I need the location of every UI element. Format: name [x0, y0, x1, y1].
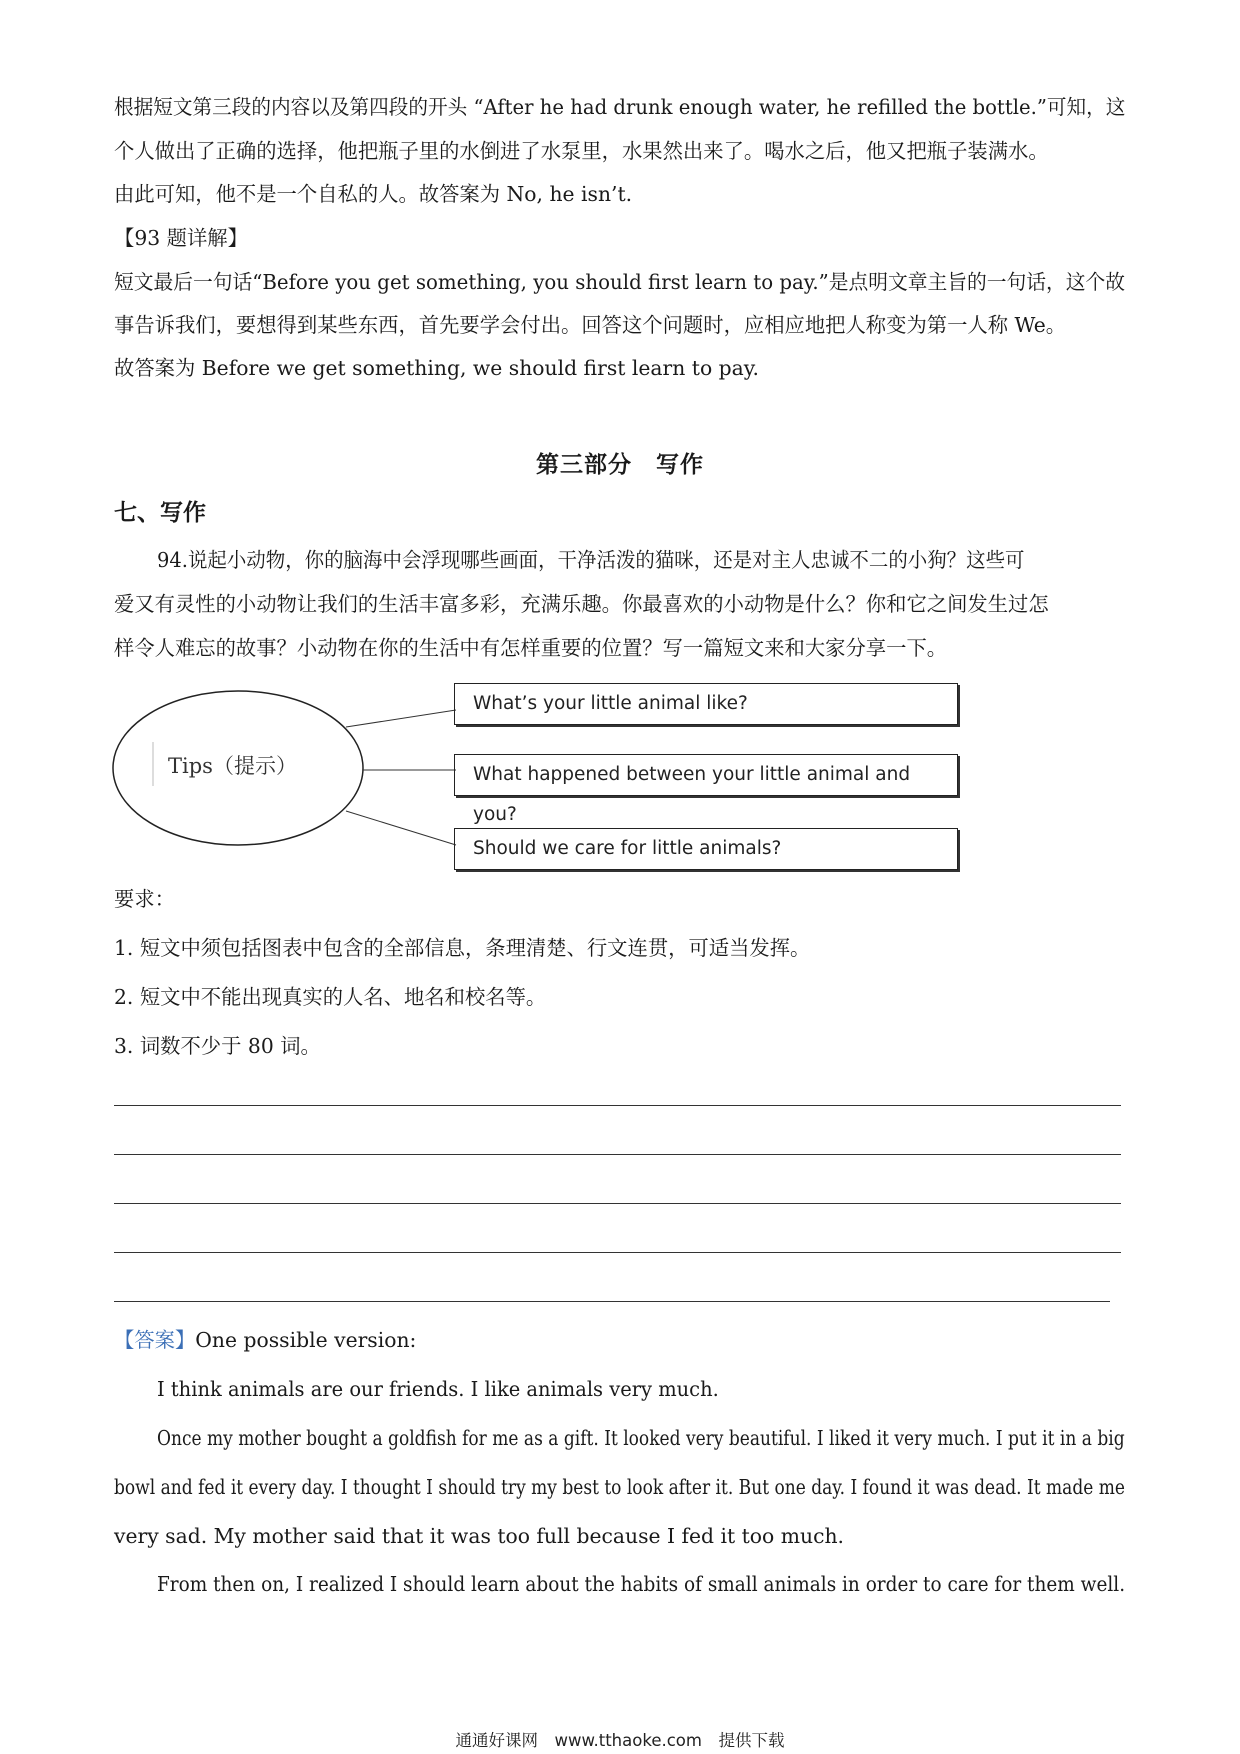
- writing-line: [114, 1252, 1121, 1253]
- explanation-line: 事告诉我们，要想得到某些东西，首先要学会付出。回答这个问题时，应相应地把人称变为第一人称 We。: [114, 313, 1067, 337]
- requirements-heading: 要求：: [114, 887, 175, 911]
- answer-line: I think animals are our friends. I like animals very much.: [157, 1377, 719, 1401]
- answer-intro: One possible version:: [195, 1328, 417, 1352]
- tip-box-3: Should we care for little animals?: [454, 828, 958, 870]
- question-93-heading: 【93 题详解】: [114, 226, 248, 250]
- writing-line: [114, 1301, 1110, 1302]
- page-footer: 通通好课网 www.tthaoke.com 提供下载: [455, 1731, 785, 1750]
- answer-line: bowl and fed it every day. I thought I should try my best to look after it. But one day. I found it was dead. It made me: [114, 1475, 1125, 1499]
- explanation-line: 个人做出了正确的选择，他把瓶子里的水倒进了水泵里，水果然出来了。喝水之后，他又把瓶子装满水。: [114, 139, 1049, 163]
- connector-line: [346, 811, 456, 845]
- requirement-item: 1. 短文中须包括图表中包含的全部信息，条理清楚、行文连贯，可适当发挥。: [114, 936, 811, 960]
- tip-box-2: What happened between your little animal and you?: [454, 754, 958, 796]
- prompt-line: 爱又有灵性的小动物让我们的生活丰富多彩，充满乐趣。你最喜欢的小动物是什么？你和它之间发生过怎: [114, 592, 1049, 616]
- explanation-line: 短文最后一句话“Before you get something, you should first learn to pay.”是点明文章主旨的一句话，这个故: [114, 270, 1126, 294]
- tips-center-label: Tips（提示）: [168, 754, 297, 778]
- explanation-line: 由此可知，他不是一个自私的人。故答案为 No, he isn’t.: [114, 182, 633, 206]
- explanation-line: 故答案为 Before we get something, we should first learn to pay.: [114, 356, 760, 380]
- answer-intro-line: [114, 1325, 1125, 1355]
- answer-line: very sad. My mother said that it was too full because I fed it too much.: [114, 1524, 845, 1548]
- answer-line: From then on, I realized I should learn about the habits of small animals in order to care for them well.: [157, 1572, 1126, 1596]
- writing-line: [114, 1154, 1121, 1155]
- prompt-line: 94.说起小动物，你的脑海中会浮现哪些画面，干净活泼的猫咪，还是对主人忠诚不二的小狗？这些可: [157, 548, 1025, 572]
- explanation-line: 根据短文第三段的内容以及第四段的开头 “After he had drunk enough water, he refilled the bottle.”可知，这: [114, 95, 1126, 119]
- tip-box-1: What’s your little animal like?: [454, 683, 958, 725]
- section-title: 七、写作: [114, 500, 206, 526]
- connector-line: [346, 710, 456, 727]
- part-title: 第三部分 写作: [536, 452, 704, 478]
- requirement-item: 2. 短文中不能出现真实的人名、地名和校名等。: [114, 985, 547, 1009]
- answer-tag: 【答案】: [114, 1328, 196, 1352]
- prompt-line: 样令人难忘的故事？小动物在你的生活中有怎样重要的位置？写一篇短文来和大家分享一下。: [114, 636, 948, 660]
- requirement-item: 3. 词数不少于 80 词。: [114, 1034, 321, 1058]
- writing-line: [114, 1105, 1121, 1106]
- answer-line: Once my mother bought a goldfish for me as a gift. It looked very beautiful. I liked it very much. I put it in a big: [157, 1426, 1125, 1450]
- writing-line: [114, 1203, 1121, 1204]
